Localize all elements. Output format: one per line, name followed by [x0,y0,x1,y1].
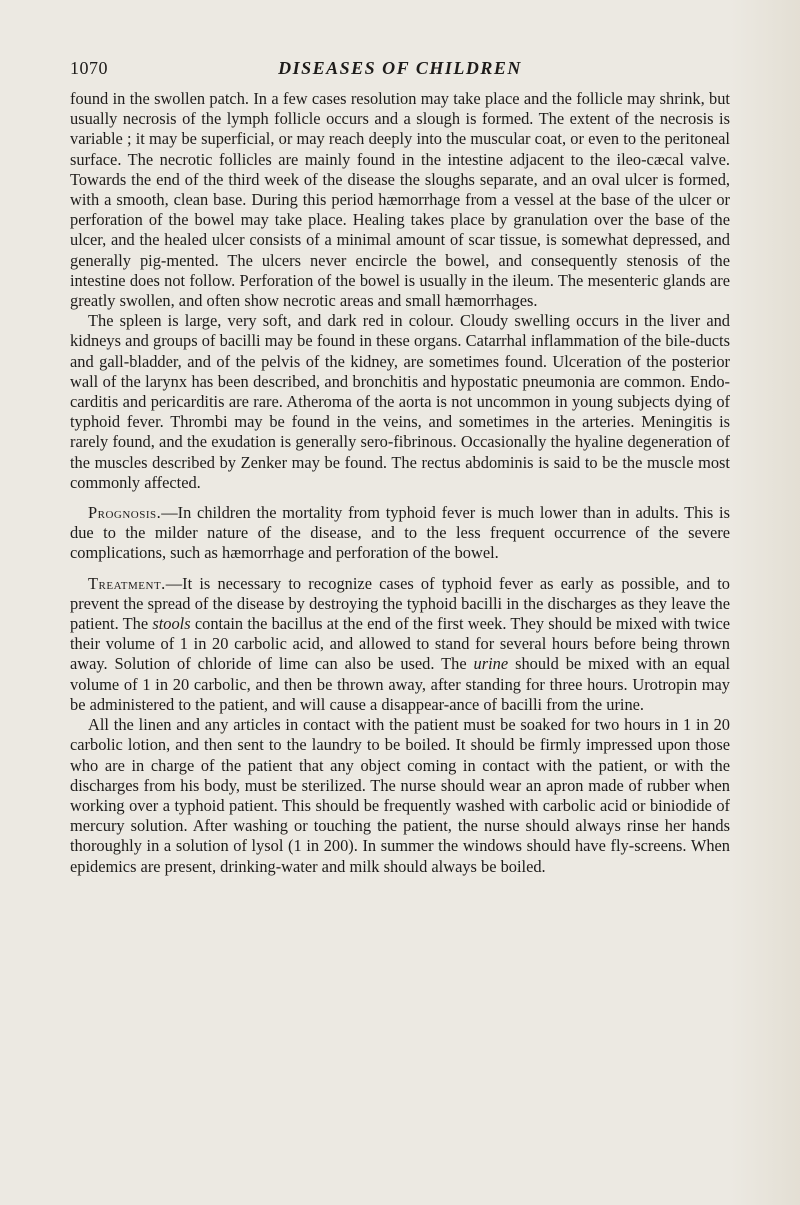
paragraph-linen: All the linen and any articles in contact with the patient must be soaked for two hours in 1 in 20 carbolic lotion, and then sent to the laundry to be boiled. It should be firmly impressed upon those who are in charge of the patient that any object coming in contact with the patient, or with the discharges from his body, must be sterilized. The nurse should wear an apron made of rubber when working over a typhoid patient. This should be frequently washed with carbolic acid or biniodide of mercury solution. After washing or touching the patient, the nurse should always rinse her hands thoroughly in a solution of lysol (1 in 200). In summer the windows should have fly-screens. When epidemics are present, drinking-water and milk should always be boiled. [70,715,730,876]
body-text [70,89,730,877]
prognosis-heading: Prognosis. [88,503,162,523]
page-header [70,58,730,88]
treatment-text-2: contain the bacillus at the end of the first week. They should be mixed with twice their volume of 1 in 20 carbolic acid, and allowed to stand for several hours before being thrown away. Solution of chloride of lime can also be used. The [70,614,730,674]
paragraph-spleen: The spleen is large, very soft, and dark red in colour. Cloudy swelling occurs in the liver and kidneys and groups of bacilli may be found in these organs. Catarrhal inflammation of the bile-ducts and gall-bladder, and of the pelvis of the kidney, are sometimes found. Ulceration of the posterior wall of the larynx has been described, and bronchitis and hypostatic pneumonia are common. Endo-carditis and pericarditis are rare. Atheroma of the aorta is not uncommon in young subjects dying of typhoid fever. Thrombi may be found in the veins, and sometimes in the arteries. Meningitis is rarely found, and the exudation is generally sero-fibrinous. Occasionally the hyaline degeneration of the muscles described by Zenker may be found. The rectus abdominis is said to be the muscle most commonly affected. [70,311,730,492]
treatment-emphasis-stools: stools [152,614,191,634]
paragraph-treatment [70,574,730,715]
prognosis-text: —In children the mortality from typhoid fever is much lower than in adults. This is due to the milder nature of the disease, and to the less frequent occurrence of the severe complications, such as hæmorrhage and perforation of the bowel. [70,503,730,563]
page-number: 1070 [70,58,108,78]
treatment-text-3: should be mixed with an equal volume of 1 in 20 carbolic, and then be thrown away, after standing for three hours. Urotropin may be administered to the patient, and will cause a disappear-ance of bacilli from the urine. [70,654,730,714]
treatment-text-1: —It is necessary to recognize cases of typhoid fever as early as possible, and to prevent the spread of the disease by destroying the typhoid bacilli in the discharges as they leave the patient. The [70,573,730,634]
paragraph-prognosis [70,503,730,564]
treatment-heading: Treatment. [88,573,166,593]
treatment-emphasis-urine: urine [473,654,509,674]
running-title: DISEASES OF CHILDREN [278,58,522,78]
paragraph-pathology-continued: found in the swollen patch. In a few cases resolution may take place and the follicle may shrink, but usually necrosis of the lymph follicle occurs and a slough is formed. The extent of the necrosis is variable ; it may be superficial, or may reach deeply into the muscular coat, or even to the peritoneal surface. The necrotic follicles are mainly found in the intestine adjacent to the ileo-cæcal valve. Towards the end of the third week of the disease the sloughs separate, and an oval ulcer is formed, with a smooth, clean base. During this period hæmorrhage from a vessel at the base of the ulcer or perforation of the bowel may take place. Healing takes place by granulation over the base of the ulcer, and the healed ulcer consists of a minimal amount of scar tissue, is somewhat depressed, and generally pig-mented. The ulcers never encircle the bowel, and consequently stenosis of the intestine does not follow. Perforation of the bowel is usually in the ileum. The mesenteric glands are greatly swollen, and often show necrotic areas and small hæmorrhages. [70,89,730,311]
page-edge-shadow [730,0,800,1205]
